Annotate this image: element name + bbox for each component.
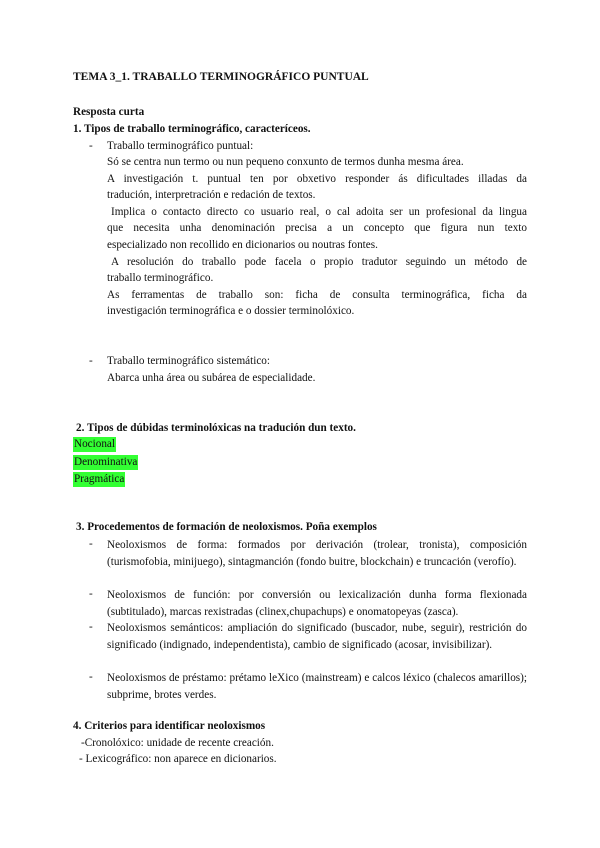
bullet-dash: - [89,140,93,152]
bullet-dash: - [89,355,93,367]
q1-item1-paragraph: Só se centra nun termo ou nun pequeno conxunto de termos dunha mesma área. [107,156,464,168]
bullet-dash: - [89,621,93,633]
q1-item1-paragraph: Implica o contacto directo co usuario real, o cal adoita ser un profesional da lingua [111,206,527,218]
q4-criterion: - Lexicográfico: non aparece en dicionarios. [79,753,277,765]
q3-list-item: Neoloxismos de forma: formados por derivación (trolear, tronista), composición (turismofobia, minijuego), sintagmanción (fondo buitre, blockchain) e truncación (verofío). [107,539,527,568]
q3-list-item: Neoloxismos de función: por conversión ou lexicalización dunha forma flexionada (subtitulado), marcas rexistradas (clinex,chupachups) e onomatopeyas (zasca). [107,589,527,618]
section-label: Resposta curta [73,106,145,118]
q1-item2-title: Traballo terminográfico sistemático: [107,355,271,367]
q3-heading: 3. Procedementos de formación de neoloxismos. Poña exemplos [76,521,377,533]
q1-item1-paragraph: A investigación t. puntual ten por obxetivo responder ás dificultades illadas da [107,173,527,185]
q1-item1-title: Traballo terminográfico puntual: [107,140,254,152]
q1-item1-paragraph: A resolución do traballo pode facela o propio tradutor seguindo un método de [111,256,527,268]
doubt-type-denominativa: Denominativa [74,456,138,468]
q1-item1-paragraph: que necesita unha denominación precisa a un concepto que figura nun texto [107,222,527,234]
q1-item1-paragraph: especializado non recollido en dicionarios ou noutras fontes. [107,239,378,251]
q1-item2-text: Abarca unha área ou subárea de especialidade. [107,372,316,384]
q3-list-item: Neoloxismos de préstamo: prétamo leXico (mainstream) e calcos léxico (chalecos amarillos); subprime, brotes verdes. [107,672,527,701]
q3-list-item: Neoloxismos semánticos: ampliación do significado (buscador, nube, seguir), restrición do significado (indignado, independentista), cambio de significado (acosar, invisibilizar). [107,622,527,651]
bullet-dash: - [89,538,93,550]
bullet-dash: - [89,588,93,600]
doubt-type-nocional: Nocional [74,438,116,450]
q2-heading: 2. Tipos de dúbidas terminolóxicas na tradución dun texto. [76,422,356,434]
q1-item1-paragraph: traballo terminográfico. [107,272,214,284]
q4-criterion: -Cronolóxico: unidade de recente creación. [81,737,274,749]
q1-item1-paragraph: tradución, interpretración e redación de textos. [107,189,316,201]
document-title: TEMA 3_1. TRABALLO TERMINOGRÁFICO PUNTUAL [73,71,369,83]
q1-item1-paragraph: As ferramentas de traballo son: ficha de consulta terminográfica, ficha da [107,289,527,301]
bullet-dash: - [89,671,93,683]
q4-heading: 4. Criterios para identificar neoloxismos [73,720,266,732]
doubt-type-pragmatica: Pragmática [74,473,125,485]
q1-item1-paragraph: investigación terminográfica e o dossier terminolóxico. [107,305,355,317]
q1-heading: 1. Tipos de traballo terminográfico, caracteríceos. [73,123,311,135]
